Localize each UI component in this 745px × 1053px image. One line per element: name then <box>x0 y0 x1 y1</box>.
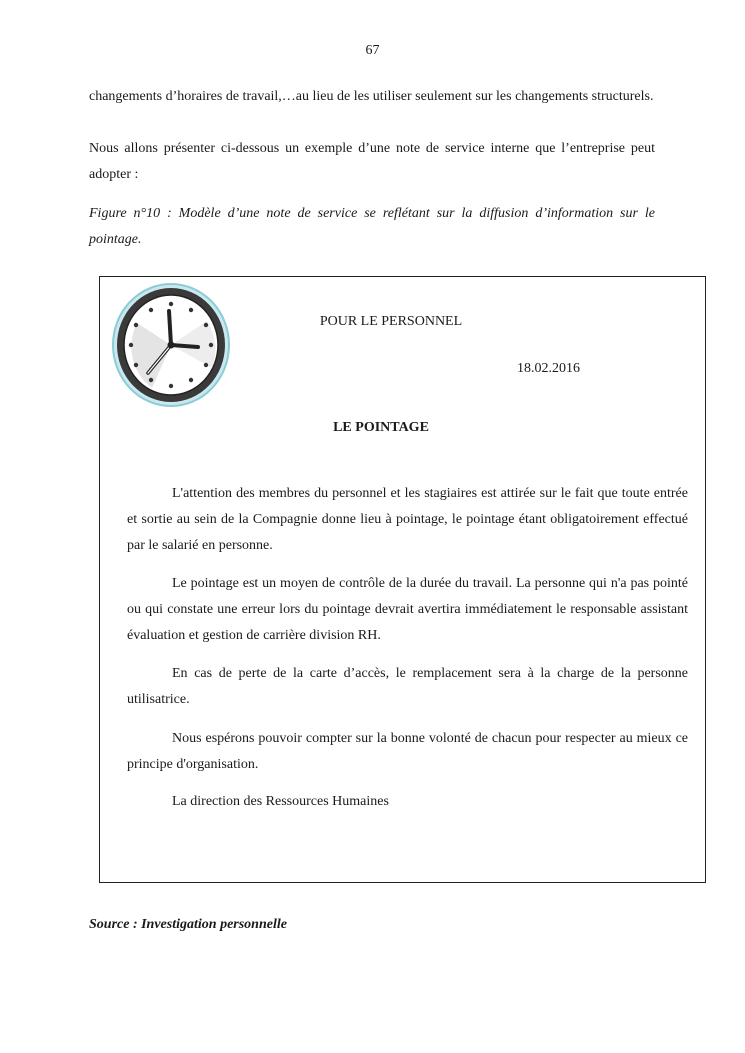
memo-recipient: POUR LE PERSONNEL <box>319 314 463 329</box>
memo-paragraph: Le pointage est un moyen de contrôle de la durée du travail. La personne qui n'a pas pointé ou qui constate une erreur lors du pointage devrait avertira immédiatement le responsable assistant évaluation et gestion de carrière division RH. <box>127 576 688 643</box>
body-paragraph-2: Nous allons présenter ci-dessous un exemple d’une note de service interne que l’entreprise peut adopter : <box>89 141 655 182</box>
memo-title: LE POINTAGE <box>333 420 429 435</box>
memo-box <box>99 276 706 883</box>
page-number: 67 <box>365 43 380 58</box>
memo-signature: La direction des Ressources Humaines <box>172 794 389 809</box>
figure-source: Source : Investigation personnelle <box>89 917 287 932</box>
figure-caption: Figure n°10 : Modèle d’une note de service se reflétant sur la diffusion d’information sur le pointage. <box>89 206 655 247</box>
wall-clock-icon <box>112 283 230 407</box>
memo-paragraph: L'attention des membres du personnel et les stagiaires est attirée sur le fait que toute entrée et sortie au sein de la Compagnie donne lieu à pointage, le pointage étant obligatoirement effectué par le salarié en personne. <box>127 486 688 553</box>
memo-date: 18.02.2016 <box>517 361 580 376</box>
memo-paragraph: Nous espérons pouvoir compter sur la bonne volonté de chacun pour respecter au mieux ce principe d'organisation. <box>127 731 688 772</box>
body-paragraph-1: changements d’horaires de travail,…au lieu de les utiliser seulement sur les changements structurels. <box>89 89 654 104</box>
memo-paragraph: En cas de perte de la carte d’accès, le remplacement sera à la charge de la personne utilisatrice. <box>127 666 688 707</box>
